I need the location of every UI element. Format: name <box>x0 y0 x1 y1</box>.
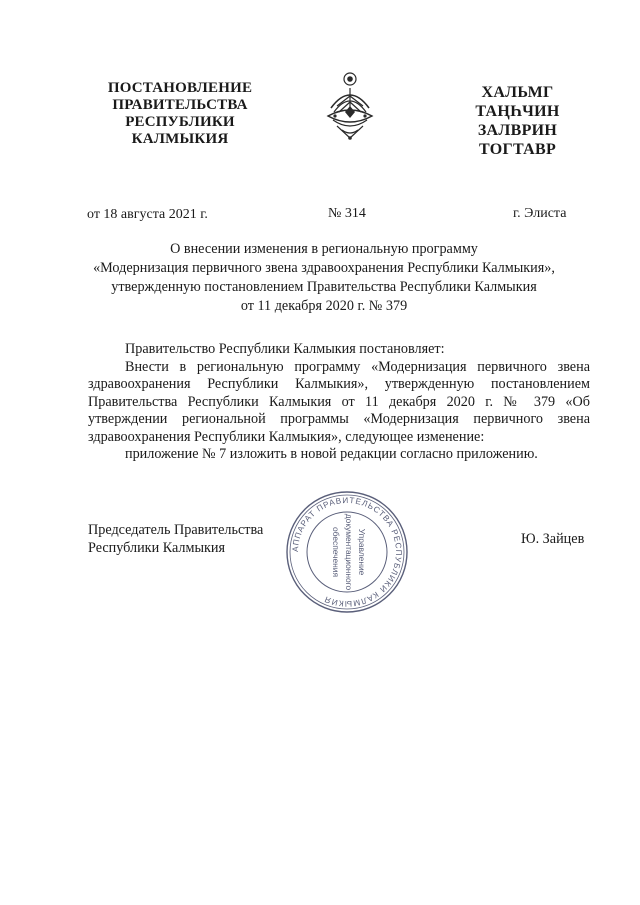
signatory-title <box>88 521 263 557</box>
stamp-center-line: документационного <box>344 513 354 591</box>
stamp-ring-text: АППАРАТ ПРАВИТЕЛЬСТВА РЕСПУБЛИКИ КАЛМЫКИЯ <box>290 495 404 609</box>
header-kalmyk-line: ТАҢҺЧИН <box>475 103 560 120</box>
stamp-center-line: обеспечения <box>331 527 341 577</box>
header-russian-line: КАЛМЫКИЯ <box>131 131 229 147</box>
document-date: от 18 августа 2021 г. <box>87 207 208 222</box>
title-line: утвержденную постановлением Правительства Республики Калмыкия <box>111 279 537 295</box>
stamp-center-line: Управление <box>357 528 367 576</box>
header-kalmyk-line: ХАЛЬМГ <box>481 84 554 101</box>
document-city: г. Элиста <box>513 206 567 221</box>
official-stamp <box>285 490 409 614</box>
emblem-icon <box>325 68 375 142</box>
title-line: «Модернизация первичного звена здравоохранения Республики Калмыкия», <box>93 260 555 276</box>
document-body <box>88 341 590 464</box>
document-number: № 314 <box>328 206 366 221</box>
signatory-name: Ю. Зайцев <box>521 531 585 547</box>
header-russian <box>80 80 280 148</box>
header-kalmyk-line: ТОГТАВР <box>478 141 557 158</box>
body-paragraph: приложение № 7 изложить в новой редакции согласно приложению. <box>125 446 538 462</box>
signatory-title-line: Республики Калмыкия <box>88 540 226 556</box>
title-line: О внесении изменения в региональную программу <box>170 241 478 257</box>
header-kalmyk-line: ЗАЛВРИН <box>477 122 558 139</box>
body-paragraph: Правительство Республики Калмыкия постановляет: <box>125 341 445 357</box>
header-kalmyk <box>455 83 580 159</box>
document-title <box>60 240 588 316</box>
title-line: от 11 декабря 2020 г. № 379 <box>240 298 408 314</box>
header-russian-line: ПОСТАНОВЛЕНИЕ <box>107 80 253 96</box>
signatory-title-line: Председатель Правительства <box>88 522 264 538</box>
body-paragraph: Внести в региональную программу «Модернизация первичного звена здравоохранения Республики Калмыкия», утвержденную постановлением Правительства Республики Калмыкия от 11 декабря 2020 г. № 379 «Об утверждении региональной программы «Модернизация первичного звена здравоохранения Республики Калмыкия», следующее изменение: <box>88 358 590 445</box>
header-russian-line: ПРАВИТЕЛЬСТВА <box>112 97 248 113</box>
header-russian-line: РЕСПУБЛИКИ <box>125 114 235 130</box>
